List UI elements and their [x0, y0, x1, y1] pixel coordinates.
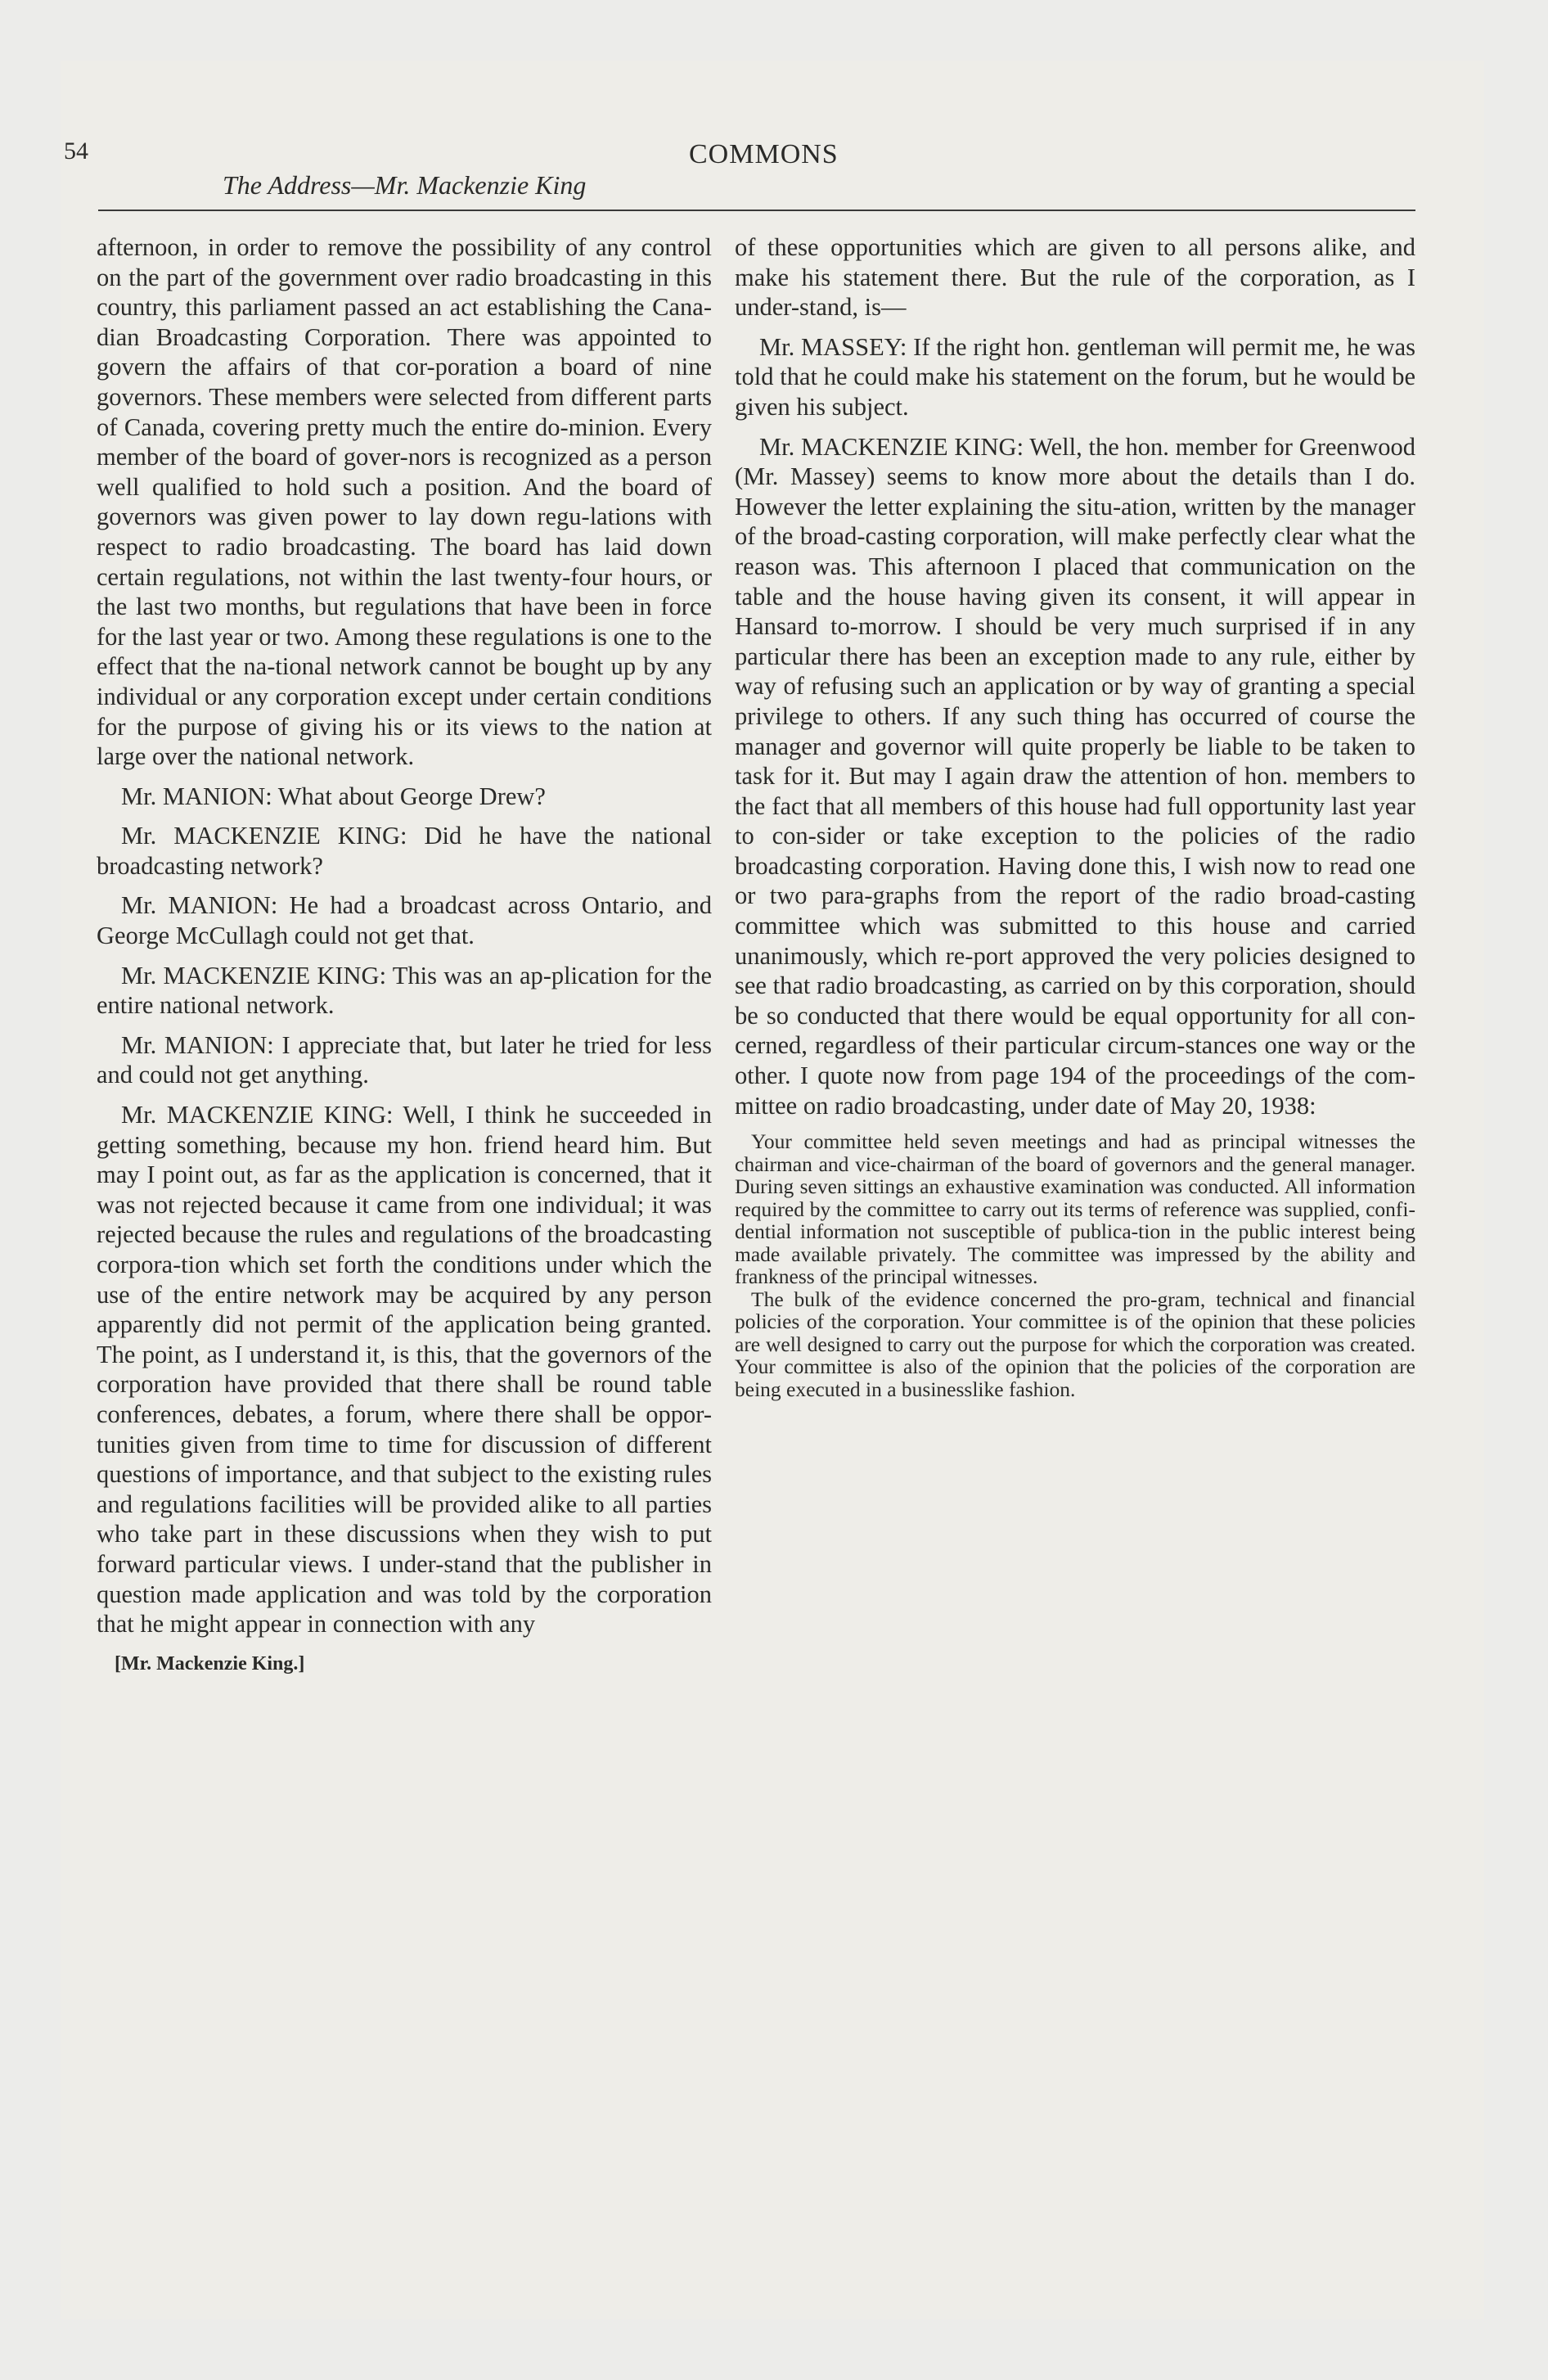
- paragraph: Mr. MASSEY: If the right hon. gentleman will permit me, he was told that he could make his statement on the forum, but he would be given his subject.: [735, 332, 1415, 421]
- left-column: [97, 232, 712, 1679]
- running-subtitle: The Address—Mr. Mackenzie King: [223, 170, 587, 200]
- page-number: 54: [64, 137, 88, 165]
- quote-paragraph: Your committee held seven meetings and had as principal witnesses the chairman and vice-chairman of the board of governors and the general manager. During seven sittings an exhaustive examination was conducted. All information required by the committee to carry out its terms of reference was supplied, confi-dential information not susceptible of publica-tion in the public interest being made available privately. The committee was impressed by the ability and frankness of the principal witnesses.: [735, 1129, 1415, 1289]
- right-column: [735, 232, 1415, 1405]
- header-rule: [98, 210, 1415, 211]
- quoted-report: [735, 1130, 1415, 1400]
- paragraph: Mr. MACKENZIE KING: Did he have the national broadcasting network?: [97, 822, 712, 880]
- section-title: COMMONS: [689, 139, 839, 169]
- paragraph: afternoon, in order to remove the possibility of any control on the part of the government over radio broadcasting in this country, this parliament passed an act establishing the Cana-dian Broadcasting Corporation. There was appointed to govern the affairs of that cor-poration a board of nine governors. These members were selected from different parts of Canada, covering pretty much the entire do-minion. Every member of the board of gover-nors is recognized as a person well qualified to hold such a position. And the board of governors was given power to lay down regu-lations with respect to radio broadcasting. The board has laid down certain regulations, not within the last twenty-four hours, or the last two months, but regulations that have been in force for the last year or two. Among these regulations is one to the effect that the na-tional network cannot be bought up by any individual or any corporation except under certain conditions for the purpose of giving his or its views to the nation at large over the national network.: [97, 233, 712, 771]
- paragraph: Mr. MACKENZIE KING: Well, I think he succeeded in getting something, because my hon. friend heard him. But may I point out, as far as the application is concerned, that it was not rejected because it came from one individual; it was rejected because the rules and regulations of the broadcasting corpora-tion which set forth the conditions under which the use of the entire network may be acquired by any person apparently did not permit of the application being granted. The point, as I understand it, is this, that the governors of the corporation have provided that there shall be round table conferences, debates, a forum, where there shall be oppor-tunities given from time to time for discussion of different questions of importance, and that subject to the existing rules and regulations facilities will be provided alike to all parties who take part in these discussions when they wish to put forward particular views. I under-stand that the publisher in question made application and was told by the corporation that he might appear in connection with any: [97, 1101, 712, 1639]
- speaker-attribution: [Mr. Mackenzie King.]: [115, 1652, 305, 1675]
- paragraph: Mr. MANION: I appreciate that, but later he tried for less and could not get anything.: [97, 1030, 712, 1089]
- paragraph: of these opportunities which are given to all persons alike, and make his statement there. But the rule of the corporation, as I under-stand, is—: [735, 233, 1415, 322]
- paragraph: Mr. MACKENZIE KING: Well, the hon. member for Greenwood (Mr. Massey) seems to know more about the details than I do. However the letter explaining the situ-ation, written by the manager of the broad-casting corporation, will make perfectly clear what the reason was. This afternoon I placed that communication on the table and the house having given its consent, it will appear in Hansard to-morrow. I should be very much surprised if in any particular there has been an exception made to any rule, either by way of refusing such an application or by way of granting a special privilege to others. If any such thing has occurred of course the manager and governor will quite properly be liable to be taken to task for it. But may I again draw the attention of hon. members to the fact that all members of this house had full opportunity last year to con-sider or take exception to the policies of the radio broadcasting corporation. Having done this, I wish now to read one or two para-graphs from the report of the radio broad-casting committee which was submitted to this house and carried unanimously, which re-port approved the very policies designed to see that radio broadcasting, as carried on by this corporation, should be so conducted that there would be equal opportunity for all con-cerned, regardless of their particular circum-stances one way or the other. I quote now from page 194 of the proceedings of the com-mittee on radio broadcasting, under date of May 20, 1938:: [735, 432, 1415, 1120]
- paragraph: Mr. MACKENZIE KING: This was an ap-plication for the entire national network.: [97, 961, 712, 1020]
- quote-paragraph: The bulk of the evidence concerned the pro-gram, technical and financial policies of the corporation. Your committee is of the opinion that these policies are well designed to carry out the purpose for which the corporation was created. Your committee is also of the opinion that the policies of the corporation are being executed in a businesslike fashion.: [735, 1287, 1415, 1401]
- paragraph: Mr. MANION: He had a broadcast across Ontario, and George McCullagh could not get that.: [97, 891, 712, 950]
- paragraph: Mr. MANION: What about George Drew?: [121, 782, 546, 810]
